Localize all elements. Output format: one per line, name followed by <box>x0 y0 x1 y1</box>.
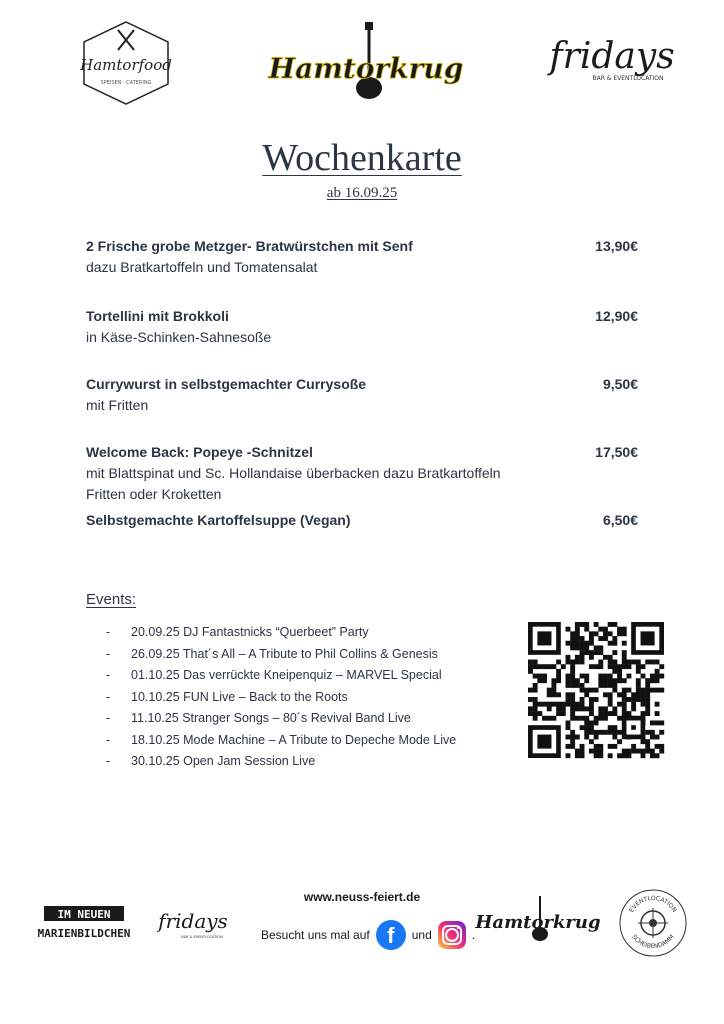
page-title: Wochenkarte <box>262 137 462 179</box>
hamtorkrug-logo <box>268 16 464 116</box>
event-item <box>106 730 526 752</box>
dish-name: Currywurst in selbstgemachter Currysoße <box>86 376 367 392</box>
dish-name: 2 Frische grobe Metzger- Bratwürstchen mit Senf <box>86 238 413 254</box>
qr-code-icon[interactable] <box>528 622 664 758</box>
fridays-small-name: fridays <box>158 909 228 933</box>
scheibendamm-logo <box>618 888 688 958</box>
menu-item <box>86 510 638 531</box>
bullet-dash: - <box>106 711 111 725</box>
menu-item <box>86 374 638 442</box>
facebook-letter: f <box>387 923 395 948</box>
event-item <box>106 751 526 773</box>
event-item <box>106 665 526 687</box>
fridays-tagline: BAR & EVENTLOCATION <box>592 75 664 82</box>
event-text: 26.09.25 That´s All – A Tribute to Phil Collins & Genesis <box>131 646 438 661</box>
bullet-dash: - <box>106 754 111 768</box>
page-subtitle: ab 16.09.25 <box>326 185 398 201</box>
event-item <box>106 644 526 666</box>
hamtorkrug-logo-small <box>475 890 601 950</box>
fridays-logo <box>548 16 676 108</box>
event-text: 10.10.25 FUN Live – Back to the Roots <box>131 689 348 704</box>
dish-name: Welcome Back: Popeye -Schnitzel <box>86 444 313 460</box>
events-list <box>106 622 526 773</box>
bullet-dash: - <box>106 689 111 704</box>
dish-description: Fritten oder Kroketten <box>86 486 222 502</box>
scheibendamm-top: EVENTLOCATION <box>628 894 678 914</box>
dish-price: 17,50€ <box>595 444 638 460</box>
hamtorfood-logo <box>80 20 172 106</box>
marienbildchen-line1: IM NEUEN <box>57 908 111 921</box>
marienbildchen-logo <box>30 904 138 944</box>
fridays-logo-small <box>158 898 228 950</box>
bullet-dash: - <box>106 668 111 682</box>
bullet-dash: - <box>106 646 111 661</box>
hamtorkrug-small-name: Hamtorkrug <box>475 912 601 933</box>
dish-name: Selbstgemachte Kartoffelsuppe (Vegan) <box>86 512 351 528</box>
social-line <box>261 920 475 950</box>
hamtorfood-name: Hamtorfood <box>80 56 172 74</box>
dish-description: mit Fritten <box>86 397 149 413</box>
visit-text: Besucht uns mal auf <box>261 928 370 942</box>
fridays-small-tagline: BAR & EVENTLOCATION <box>181 935 223 939</box>
facebook-icon[interactable] <box>376 920 406 950</box>
dish-name: Tortellini mit Brokkoli <box>86 308 229 324</box>
fridays-name: fridays <box>549 36 675 77</box>
menu-item <box>86 442 638 510</box>
dish-description: dazu Bratkartoffeln und Tomatensalat <box>86 259 318 275</box>
hamtorkrug-name: Hamtorkrug <box>268 52 464 85</box>
and-text: und <box>411 928 432 942</box>
menu-item <box>86 306 638 374</box>
instagram-icon[interactable] <box>438 921 466 949</box>
dish-price: 9,50€ <box>602 376 638 392</box>
scheibendamm-bottom: SCHEIBENDAMM <box>630 933 676 951</box>
event-item <box>106 622 526 644</box>
menu-list <box>86 236 638 531</box>
hamtorfood-tagline: SPEISEN · CATERING <box>100 80 152 86</box>
marienbildchen-line2: MARIENBILDCHEN <box>37 927 131 940</box>
event-text: 30.10.25 Open Jam Session Live <box>131 754 316 768</box>
dish-description: in Käse-Schinken-Sahnesoße <box>86 329 272 345</box>
dish-price: 12,90€ <box>595 308 638 324</box>
website-url[interactable]: www.neuss-feiert.de <box>303 890 421 904</box>
event-item <box>106 687 526 709</box>
period-text: . <box>471 928 476 942</box>
dish-price: 6,50€ <box>602 512 638 528</box>
dish-price: 13,90€ <box>595 238 638 254</box>
event-text: 11.10.25 Stranger Songs – 80´s Revival Band Live <box>131 711 411 725</box>
bullet-dash: - <box>106 732 111 747</box>
events-title: Events: <box>86 591 137 608</box>
bullet-dash: - <box>106 625 111 639</box>
dish-description: mit Blattspinat und Sc. Hollandaise überbacken dazu Bratkartoffeln <box>86 465 501 481</box>
menu-item <box>86 236 638 306</box>
event-item <box>106 708 526 730</box>
event-text: 20.09.25 DJ Fantastnicks “Querbeet” Party <box>131 625 369 639</box>
event-text: 18.10.25 Mode Machine – A Tribute to Depeche Mode Live <box>131 732 457 747</box>
event-text: 01.10.25 Das verrückte Kneipenquiz – MARVEL Special <box>131 668 442 682</box>
